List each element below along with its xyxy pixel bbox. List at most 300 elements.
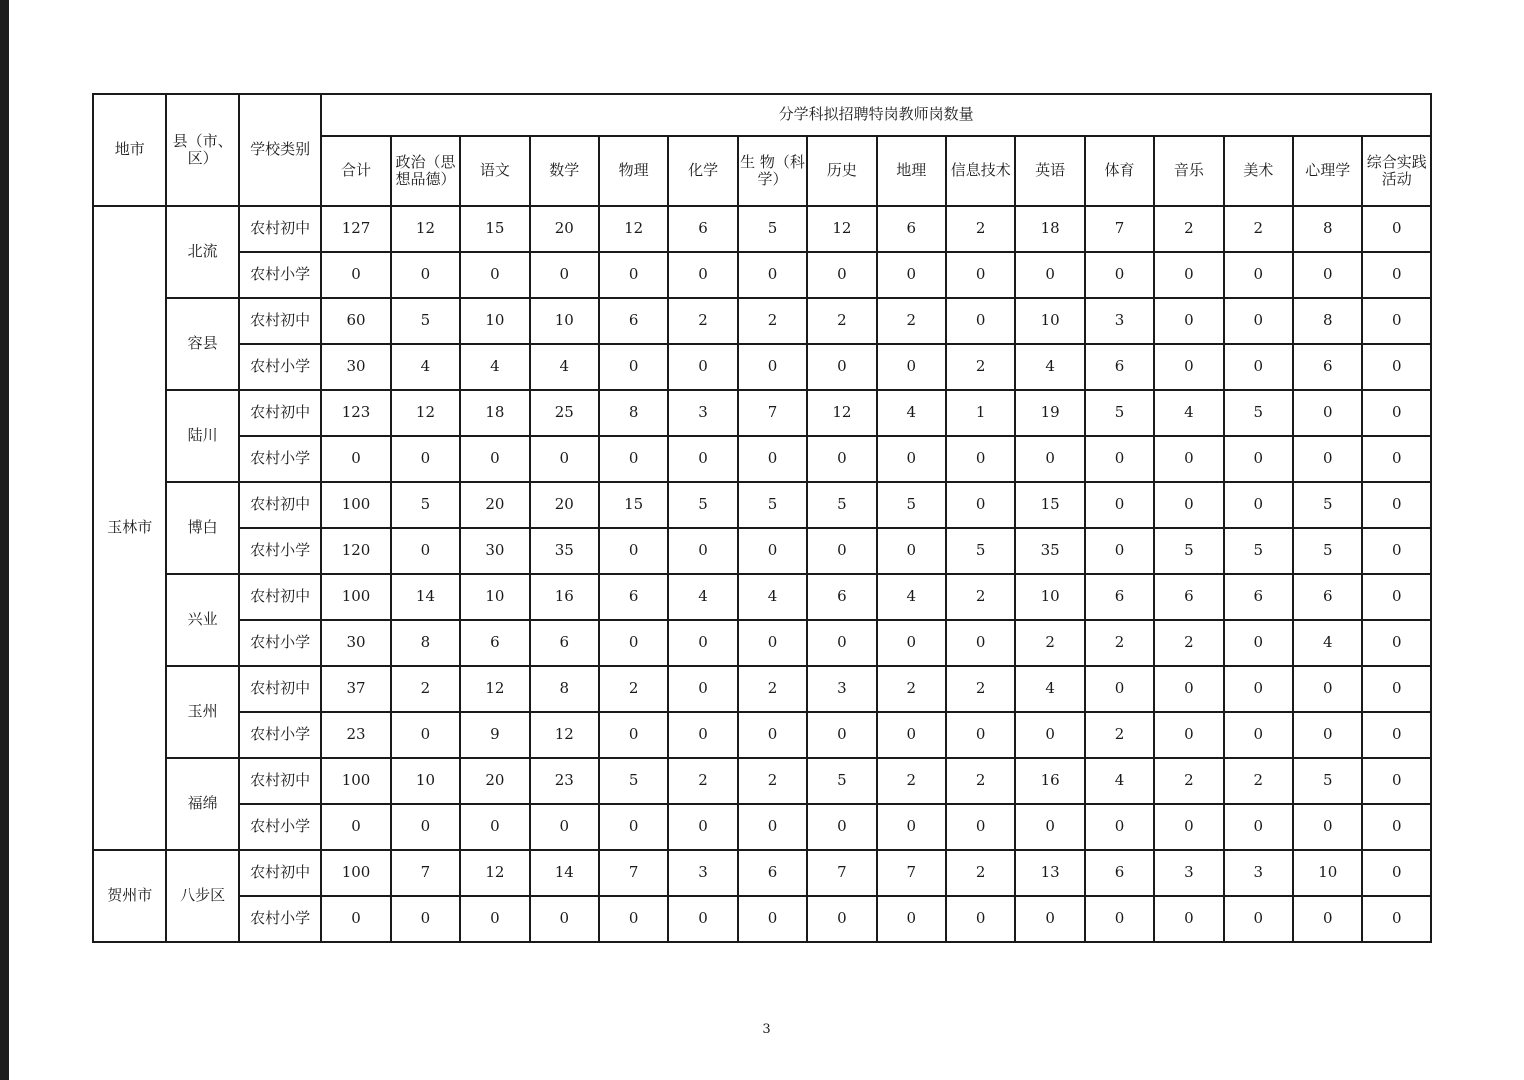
header-subject: 数学 bbox=[530, 136, 599, 206]
count-cell: 0 bbox=[1224, 896, 1293, 942]
table-row bbox=[93, 252, 1431, 298]
school-type-cell: 农村初中 bbox=[239, 482, 321, 528]
header-row bbox=[93, 94, 1431, 136]
count-cell: 0 bbox=[807, 436, 876, 482]
header-subject: 体育 bbox=[1085, 136, 1154, 206]
count-cell: 0 bbox=[738, 436, 807, 482]
count-cell: 2 bbox=[1154, 620, 1223, 666]
school-type-cell: 农村初中 bbox=[239, 390, 321, 436]
header-subject: 地理 bbox=[877, 136, 946, 206]
count-cell: 2 bbox=[946, 666, 1015, 712]
school-type-cell: 农村初中 bbox=[239, 206, 321, 252]
count-cell: 2 bbox=[738, 298, 807, 344]
school-type-cell: 农村初中 bbox=[239, 850, 321, 896]
count-cell: 0 bbox=[599, 712, 668, 758]
count-cell: 10 bbox=[460, 574, 529, 620]
count-cell: 0 bbox=[391, 712, 460, 758]
header-subject: 综合实践活动 bbox=[1362, 136, 1431, 206]
county-cell: 博白 bbox=[166, 482, 238, 574]
count-cell: 0 bbox=[1085, 252, 1154, 298]
count-cell: 0 bbox=[1362, 758, 1431, 804]
count-cell: 20 bbox=[460, 758, 529, 804]
header-subject: 合计 bbox=[321, 136, 390, 206]
count-cell: 0 bbox=[738, 252, 807, 298]
count-cell: 0 bbox=[738, 528, 807, 574]
count-cell: 0 bbox=[1362, 344, 1431, 390]
count-cell: 0 bbox=[668, 804, 737, 850]
count-cell: 0 bbox=[460, 252, 529, 298]
count-cell: 2 bbox=[1224, 206, 1293, 252]
count-cell: 0 bbox=[877, 896, 946, 942]
count-cell: 0 bbox=[946, 896, 1015, 942]
count-cell: 0 bbox=[1362, 850, 1431, 896]
count-cell: 0 bbox=[1362, 252, 1431, 298]
count-cell: 12 bbox=[391, 390, 460, 436]
count-cell: 4 bbox=[530, 344, 599, 390]
count-cell: 18 bbox=[460, 390, 529, 436]
count-cell: 2 bbox=[807, 298, 876, 344]
count-cell: 30 bbox=[460, 528, 529, 574]
count-cell: 6 bbox=[877, 206, 946, 252]
count-cell: 15 bbox=[1015, 482, 1084, 528]
count-cell: 0 bbox=[668, 896, 737, 942]
count-cell: 2 bbox=[738, 666, 807, 712]
count-cell: 0 bbox=[530, 896, 599, 942]
count-cell: 10 bbox=[460, 298, 529, 344]
count-cell: 0 bbox=[807, 804, 876, 850]
table-row bbox=[93, 206, 1431, 252]
count-cell: 0 bbox=[1362, 804, 1431, 850]
count-cell: 0 bbox=[321, 896, 390, 942]
count-cell: 0 bbox=[391, 896, 460, 942]
count-cell: 4 bbox=[1015, 666, 1084, 712]
school-type-cell: 农村小学 bbox=[239, 528, 321, 574]
count-cell: 0 bbox=[1154, 666, 1223, 712]
count-cell: 6 bbox=[460, 620, 529, 666]
header-subject: 英语 bbox=[1015, 136, 1084, 206]
count-cell: 4 bbox=[668, 574, 737, 620]
count-cell: 0 bbox=[1154, 896, 1223, 942]
count-cell: 4 bbox=[1015, 344, 1084, 390]
count-cell: 0 bbox=[530, 252, 599, 298]
header-subject: 音乐 bbox=[1154, 136, 1223, 206]
count-cell: 0 bbox=[599, 344, 668, 390]
count-cell: 10 bbox=[391, 758, 460, 804]
table-row bbox=[93, 850, 1431, 896]
count-cell: 0 bbox=[877, 252, 946, 298]
count-cell: 0 bbox=[1224, 436, 1293, 482]
count-cell: 0 bbox=[1154, 436, 1223, 482]
count-cell: 6 bbox=[1085, 850, 1154, 896]
count-cell: 2 bbox=[946, 344, 1015, 390]
table-row bbox=[93, 528, 1431, 574]
count-cell: 5 bbox=[946, 528, 1015, 574]
count-cell: 0 bbox=[1015, 804, 1084, 850]
city-cell: 贺州市 bbox=[93, 850, 166, 942]
count-cell: 0 bbox=[1362, 390, 1431, 436]
count-cell: 4 bbox=[1154, 390, 1223, 436]
count-cell: 0 bbox=[1224, 666, 1293, 712]
count-cell: 0 bbox=[391, 252, 460, 298]
count-cell: 35 bbox=[1015, 528, 1084, 574]
count-cell: 10 bbox=[1015, 298, 1084, 344]
header-subject: 语文 bbox=[460, 136, 529, 206]
count-cell: 15 bbox=[599, 482, 668, 528]
count-cell: 0 bbox=[1362, 620, 1431, 666]
table-row bbox=[93, 298, 1431, 344]
count-cell: 2 bbox=[1154, 206, 1223, 252]
count-cell: 0 bbox=[738, 804, 807, 850]
count-cell: 7 bbox=[1085, 206, 1154, 252]
header-subject-group: 分学科拟招聘特岗教师岗数量 bbox=[321, 94, 1431, 136]
count-cell: 0 bbox=[1224, 252, 1293, 298]
count-cell: 0 bbox=[1362, 528, 1431, 574]
count-cell: 20 bbox=[460, 482, 529, 528]
count-cell: 2 bbox=[946, 758, 1015, 804]
count-cell: 0 bbox=[1293, 804, 1362, 850]
count-cell: 6 bbox=[1154, 574, 1223, 620]
count-cell: 2 bbox=[668, 298, 737, 344]
count-cell: 0 bbox=[599, 436, 668, 482]
count-cell: 0 bbox=[946, 436, 1015, 482]
count-cell: 120 bbox=[321, 528, 390, 574]
count-cell: 14 bbox=[391, 574, 460, 620]
county-cell: 兴业 bbox=[166, 574, 238, 666]
school-type-cell: 农村小学 bbox=[239, 436, 321, 482]
count-cell: 30 bbox=[321, 344, 390, 390]
count-cell: 2 bbox=[1085, 712, 1154, 758]
count-cell: 0 bbox=[877, 436, 946, 482]
count-cell: 0 bbox=[1085, 896, 1154, 942]
table-row bbox=[93, 804, 1431, 850]
table-row bbox=[93, 712, 1431, 758]
count-cell: 8 bbox=[1293, 298, 1362, 344]
count-cell: 12 bbox=[807, 206, 876, 252]
count-cell: 5 bbox=[1224, 528, 1293, 574]
count-cell: 12 bbox=[460, 850, 529, 896]
count-cell: 1 bbox=[946, 390, 1015, 436]
count-cell: 5 bbox=[391, 298, 460, 344]
table-row bbox=[93, 482, 1431, 528]
count-cell: 6 bbox=[599, 298, 668, 344]
school-type-cell: 农村初中 bbox=[239, 758, 321, 804]
county-cell: 八步区 bbox=[166, 850, 238, 942]
count-cell: 0 bbox=[1085, 482, 1154, 528]
count-cell: 9 bbox=[460, 712, 529, 758]
count-cell: 0 bbox=[1362, 896, 1431, 942]
count-cell: 0 bbox=[599, 252, 668, 298]
count-cell: 0 bbox=[877, 344, 946, 390]
count-cell: 0 bbox=[1362, 482, 1431, 528]
count-cell: 5 bbox=[877, 482, 946, 528]
count-cell: 0 bbox=[599, 528, 668, 574]
count-cell: 100 bbox=[321, 482, 390, 528]
count-cell: 0 bbox=[1293, 712, 1362, 758]
count-cell: 0 bbox=[1015, 436, 1084, 482]
count-cell: 7 bbox=[599, 850, 668, 896]
header-subject: 信息技术 bbox=[946, 136, 1015, 206]
count-cell: 0 bbox=[946, 252, 1015, 298]
count-cell: 10 bbox=[530, 298, 599, 344]
count-cell: 12 bbox=[391, 206, 460, 252]
count-cell: 2 bbox=[946, 850, 1015, 896]
count-cell: 0 bbox=[877, 620, 946, 666]
count-cell: 7 bbox=[738, 390, 807, 436]
count-cell: 0 bbox=[1224, 344, 1293, 390]
count-cell: 3 bbox=[1224, 850, 1293, 896]
count-cell: 2 bbox=[877, 298, 946, 344]
count-cell: 0 bbox=[807, 344, 876, 390]
count-cell: 0 bbox=[1362, 436, 1431, 482]
count-cell: 5 bbox=[1293, 758, 1362, 804]
count-cell: 0 bbox=[668, 436, 737, 482]
count-cell: 0 bbox=[1224, 620, 1293, 666]
count-cell: 8 bbox=[1293, 206, 1362, 252]
count-cell: 0 bbox=[807, 528, 876, 574]
count-cell: 0 bbox=[1224, 712, 1293, 758]
count-cell: 3 bbox=[807, 666, 876, 712]
count-cell: 3 bbox=[1154, 850, 1223, 896]
count-cell: 0 bbox=[668, 666, 737, 712]
count-cell: 2 bbox=[946, 574, 1015, 620]
table-row bbox=[93, 436, 1431, 482]
count-cell: 0 bbox=[877, 804, 946, 850]
count-cell: 7 bbox=[877, 850, 946, 896]
count-cell: 20 bbox=[530, 206, 599, 252]
count-cell: 4 bbox=[738, 574, 807, 620]
count-cell: 5 bbox=[738, 206, 807, 252]
count-cell: 0 bbox=[599, 804, 668, 850]
count-cell: 0 bbox=[807, 252, 876, 298]
count-cell: 0 bbox=[946, 712, 1015, 758]
count-cell: 0 bbox=[807, 896, 876, 942]
count-cell: 0 bbox=[738, 712, 807, 758]
count-cell: 0 bbox=[1154, 804, 1223, 850]
header-subject: 历史 bbox=[807, 136, 876, 206]
table-row bbox=[93, 390, 1431, 436]
count-cell: 0 bbox=[668, 712, 737, 758]
count-cell: 0 bbox=[321, 436, 390, 482]
count-cell: 0 bbox=[738, 896, 807, 942]
count-cell: 14 bbox=[530, 850, 599, 896]
header-subject: 心理学 bbox=[1293, 136, 1362, 206]
count-cell: 0 bbox=[1015, 712, 1084, 758]
count-cell: 2 bbox=[877, 666, 946, 712]
count-cell: 16 bbox=[530, 574, 599, 620]
count-cell: 4 bbox=[1293, 620, 1362, 666]
count-cell: 0 bbox=[1085, 436, 1154, 482]
count-cell: 123 bbox=[321, 390, 390, 436]
count-cell: 0 bbox=[1085, 666, 1154, 712]
count-cell: 0 bbox=[946, 804, 1015, 850]
header-county: 县（市、区） bbox=[166, 94, 238, 206]
count-cell: 4 bbox=[391, 344, 460, 390]
header-subject: 美术 bbox=[1224, 136, 1293, 206]
count-cell: 0 bbox=[1015, 252, 1084, 298]
county-cell: 玉州 bbox=[166, 666, 238, 758]
count-cell: 10 bbox=[1015, 574, 1084, 620]
count-cell: 4 bbox=[877, 574, 946, 620]
count-cell: 0 bbox=[1362, 666, 1431, 712]
school-type-cell: 农村小学 bbox=[239, 252, 321, 298]
count-cell: 3 bbox=[668, 850, 737, 896]
count-cell: 100 bbox=[321, 574, 390, 620]
count-cell: 0 bbox=[1224, 482, 1293, 528]
count-cell: 5 bbox=[668, 482, 737, 528]
count-cell: 0 bbox=[1154, 482, 1223, 528]
header-school-type: 学校类别 bbox=[239, 94, 321, 206]
count-cell: 18 bbox=[1015, 206, 1084, 252]
count-cell: 0 bbox=[946, 620, 1015, 666]
table-row bbox=[93, 666, 1431, 712]
count-cell: 0 bbox=[877, 528, 946, 574]
count-cell: 8 bbox=[391, 620, 460, 666]
table-row bbox=[93, 620, 1431, 666]
count-cell: 100 bbox=[321, 850, 390, 896]
count-cell: 12 bbox=[530, 712, 599, 758]
count-cell: 6 bbox=[1293, 344, 1362, 390]
count-cell: 0 bbox=[1362, 206, 1431, 252]
count-cell: 0 bbox=[1293, 436, 1362, 482]
count-cell: 5 bbox=[1085, 390, 1154, 436]
count-cell: 2 bbox=[668, 758, 737, 804]
count-cell: 0 bbox=[1015, 896, 1084, 942]
count-cell: 5 bbox=[807, 758, 876, 804]
count-cell: 19 bbox=[1015, 390, 1084, 436]
count-cell: 0 bbox=[1154, 252, 1223, 298]
county-cell: 容县 bbox=[166, 298, 238, 390]
school-type-cell: 农村初中 bbox=[239, 298, 321, 344]
table-row bbox=[93, 896, 1431, 942]
count-cell: 0 bbox=[1362, 574, 1431, 620]
count-cell: 0 bbox=[668, 528, 737, 574]
count-cell: 0 bbox=[530, 804, 599, 850]
count-cell: 0 bbox=[391, 436, 460, 482]
count-cell: 2 bbox=[946, 206, 1015, 252]
table-row bbox=[93, 344, 1431, 390]
count-cell: 0 bbox=[668, 620, 737, 666]
school-type-cell: 农村初中 bbox=[239, 666, 321, 712]
school-type-cell: 农村初中 bbox=[239, 574, 321, 620]
count-cell: 16 bbox=[1015, 758, 1084, 804]
count-cell: 6 bbox=[530, 620, 599, 666]
count-cell: 60 bbox=[321, 298, 390, 344]
count-cell: 4 bbox=[877, 390, 946, 436]
count-cell: 7 bbox=[391, 850, 460, 896]
count-cell: 0 bbox=[946, 298, 1015, 344]
count-cell: 0 bbox=[1362, 712, 1431, 758]
count-cell: 6 bbox=[738, 850, 807, 896]
count-cell: 5 bbox=[1224, 390, 1293, 436]
count-cell: 0 bbox=[460, 436, 529, 482]
count-cell: 0 bbox=[807, 712, 876, 758]
count-cell: 0 bbox=[599, 896, 668, 942]
header-subject: 物理 bbox=[599, 136, 668, 206]
count-cell: 20 bbox=[530, 482, 599, 528]
school-type-cell: 农村小学 bbox=[239, 344, 321, 390]
count-cell: 5 bbox=[1293, 528, 1362, 574]
count-cell: 7 bbox=[807, 850, 876, 896]
count-cell: 0 bbox=[321, 252, 390, 298]
count-cell: 6 bbox=[1085, 344, 1154, 390]
count-cell: 10 bbox=[1293, 850, 1362, 896]
count-cell: 0 bbox=[530, 436, 599, 482]
count-cell: 4 bbox=[460, 344, 529, 390]
count-cell: 2 bbox=[738, 758, 807, 804]
count-cell: 0 bbox=[460, 896, 529, 942]
county-cell: 北流 bbox=[166, 206, 238, 298]
count-cell: 2 bbox=[1154, 758, 1223, 804]
count-cell: 37 bbox=[321, 666, 390, 712]
school-type-cell: 农村小学 bbox=[239, 712, 321, 758]
count-cell: 0 bbox=[1293, 896, 1362, 942]
count-cell: 0 bbox=[1362, 298, 1431, 344]
count-cell: 2 bbox=[391, 666, 460, 712]
count-cell: 0 bbox=[738, 620, 807, 666]
count-cell: 0 bbox=[1293, 666, 1362, 712]
school-type-cell: 农村小学 bbox=[239, 804, 321, 850]
count-cell: 0 bbox=[1154, 712, 1223, 758]
city-cell: 玉林市 bbox=[93, 206, 166, 850]
count-cell: 6 bbox=[599, 574, 668, 620]
count-cell: 25 bbox=[530, 390, 599, 436]
header-subject: 生 物（科学） bbox=[738, 136, 807, 206]
count-cell: 8 bbox=[530, 666, 599, 712]
count-cell: 12 bbox=[460, 666, 529, 712]
count-cell: 6 bbox=[1293, 574, 1362, 620]
count-cell: 12 bbox=[807, 390, 876, 436]
count-cell: 0 bbox=[391, 804, 460, 850]
count-cell: 0 bbox=[1293, 390, 1362, 436]
count-cell: 0 bbox=[599, 620, 668, 666]
count-cell: 2 bbox=[1015, 620, 1084, 666]
count-cell: 8 bbox=[599, 390, 668, 436]
count-cell: 2 bbox=[1085, 620, 1154, 666]
count-cell: 6 bbox=[807, 574, 876, 620]
count-cell: 2 bbox=[599, 666, 668, 712]
count-cell: 0 bbox=[1085, 804, 1154, 850]
count-cell: 5 bbox=[1293, 482, 1362, 528]
count-cell: 6 bbox=[1224, 574, 1293, 620]
count-cell: 0 bbox=[1154, 344, 1223, 390]
count-cell: 0 bbox=[1154, 298, 1223, 344]
count-cell: 2 bbox=[1224, 758, 1293, 804]
count-cell: 0 bbox=[738, 344, 807, 390]
count-cell: 5 bbox=[807, 482, 876, 528]
count-cell: 15 bbox=[460, 206, 529, 252]
header-subject: 政治（思想品德） bbox=[391, 136, 460, 206]
count-cell: 0 bbox=[668, 252, 737, 298]
count-cell: 2 bbox=[877, 758, 946, 804]
count-cell: 0 bbox=[946, 482, 1015, 528]
count-cell: 35 bbox=[530, 528, 599, 574]
count-cell: 0 bbox=[807, 620, 876, 666]
count-cell: 0 bbox=[1085, 528, 1154, 574]
count-cell: 3 bbox=[1085, 298, 1154, 344]
count-cell: 13 bbox=[1015, 850, 1084, 896]
count-cell: 30 bbox=[321, 620, 390, 666]
county-cell: 福绵 bbox=[166, 758, 238, 850]
count-cell: 5 bbox=[391, 482, 460, 528]
school-type-cell: 农村小学 bbox=[239, 896, 321, 942]
count-cell: 23 bbox=[321, 712, 390, 758]
count-cell: 0 bbox=[1224, 298, 1293, 344]
document-page bbox=[9, 0, 1524, 1080]
count-cell: 0 bbox=[391, 528, 460, 574]
count-cell: 4 bbox=[1085, 758, 1154, 804]
count-cell: 0 bbox=[877, 712, 946, 758]
count-cell: 6 bbox=[1085, 574, 1154, 620]
